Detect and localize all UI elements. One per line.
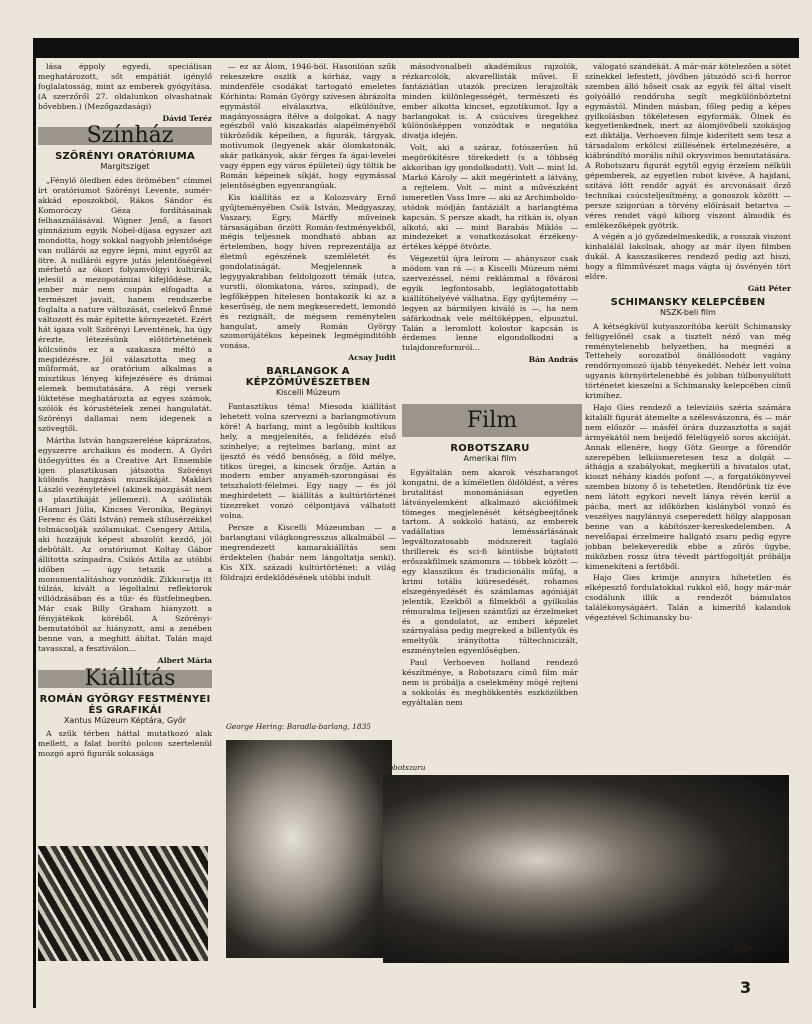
film-still-photo [383,775,789,963]
article-paragraph: Volt, aki a száraz, fotószerűen hű megörökítésre törekedett (s a többség akkoriban így gondolkodott). Volt — mint Id. Markó Károly — akit megérintett a látvány, a rejtelem. Volt — mint a művészként ismeretlen Vass Imre — aki az Archimboldo-utódok módján fantáziált a barlangtéma kapcsán. S persze akadt, ha ritkán is, olyan alkotó, aki — mint Barabás Miklós — mindezeket a vonatkozásokat érzékeny-értékes képpé ötvözte. [402,143,578,252]
article-paragraph: másodvonalbeli akadémikus rajzolók, rézkarcolók, akvarellisták művei. E fantáziátlan utazók precizen lerajzolták minden különlegességét, természeti és ember alkotta kincset, egzotikumot. Így a barlangokat is. A csúcsíves üregekhez különösképpen vonzódtak e negatóka divatja idején. [402,62,578,141]
author-signature: Gáti Péter [747,283,791,293]
article-paragraph: Hajo Gies rendező a televíziós széria számára kitalált figurát átemelte a szélesvászonra, és — már nem először — másfél órára duzzasztotta a saját ármyékától nem beijedő félelügyelő soros akcióját. Annak ellenére, hogy Götz George a főrendőr szerepében lelkiismeretesen tesz a dolgát — áthágja a szabályokat, megkerüli a hivatalos utat, kioszt néhány kiadós pofont —, a forgatókönyvvel szemben bizony ő is tehetetlen. Rendőrünk tíz éve nem látott egykori nevelt lánya révén kerül a pácba, mert az időközben kislányból vonzó és veszélyes nagylánnyá cseperedett hölgy alapposan benne van a kábítószer-kereskedelemben. A nevelőapai érzelmeire hallgató zsaru pedig egyre jobban belekeveredik ebbe a zűrös ügybe, miközben rossz útra tévedt pártfogoltját próbálja kimenekíteni a fertőből. [585,403,791,571]
section-heading-exhibition: Kiállítás [38,670,212,688]
article-paragraph: Hajo Gies krimije annyira hihetetlen és elképesztő fordulatokkal rukkol elő, hogy már-már csodálunk illik a rendezőt bámulatos találékonyságáért. Talán a kimerítő kalandok végeztével Schimansky bu- [585,573,791,623]
article-venue: NSZK-beli film [660,307,716,317]
photo-caption: Robotszaru [383,763,426,772]
painting-photo [38,846,208,961]
article-title: BARLANGOK A KÉPZŐMŰVÉSZETBEN [245,366,371,389]
article-title: ROMÁN GYÖRGY FESTMÉNYEI ÉS GRAFIKÁI [39,693,211,716]
column-4 [585,62,791,762]
article-paragraph: A kétségkívül kutyaszorítóba került Schimansky felügyelőnél csak a tisztelt néző van még reménytelenebb helyzetben, ha megnézi a Tettehely sorozatból önállósodott vagány rendőrnyomozó újabb tényekedét. Nehéz lett volna ugyanis környörtelenebbé és jobban túlbonyolított történetet kieszelni a Schimansky kelepcében című krimihez. [585,321,791,401]
film-section-box [402,404,582,438]
article-paragraph: A végén a jó győzedelmeskedik, a rosszak viszont kinhalálál lakolnak, ahogy az már ilyen filmben dukál. A kasszasikeres rendező pedig azt hiszi, hogy a filmművészet maga vágta új ösvényén tört előre. [585,232,791,282]
article-paragraph: Végezetül újra leírom — ahányszor csak módom van rá —: a Kiscelli Múzeum némi szervezéssel, némi reklámmal a fővárosi egyik legfontosabb, leglátogatottabb kiállítóhelyévé válhatna. Egy gyűjtemény — legyen az bármilyen kiváló is —, ha nem sáfárkodnak vele méltóképpen, elpusztul. Talán a leromlott kolostor kapcsán is érdemes lenne elgondolkodni a tulajdonreformról... [402,254,578,353]
section-heading-theatre: Színház [38,127,212,145]
article-paragraph: A szűk térben háttal mutatkozó alak mellett, a falat borító polcon szertelenül mozgó apró figurák sokasága [38,729,212,759]
article-paragraph: Paul Verhoeven holland rendező készítménye, a Robotszaru című film már nem is próbálja a cselekmény mögé rejteni a sokkolás és meghökkentés eszközökben egyáltalán nem [402,658,578,707]
article-venue: Xantus Múzeum Képtára, Győr [63,715,187,725]
article-paragraph: — ez az Álom, 1946-ból. Hasonlóan szűk rekeszekre oszlik a kórház, vagy a mindenféle csodákat tartogató emeletes Kórhinta: Román György szívesen ábrázolta egymástól elválasztva, elkülönítve, magányosságra ítélve a dolgokat. A nagy egészből való kiszakadás alapélményéből tükröződik képeiben, a figurák, tárgyak, motívumok (legyenek akár ólomkatonák, akár patkányok, akár férges fa ágai-levelei vagy éppen egy város épületei) úgy töltik be Román képeinek síkját, hogy egymással jelentőségben egyenrangúak. [220,62,396,190]
photo-caption-wrap [226,718,392,733]
article-venue: Amerikai film [463,454,517,463]
section-heading-film: Film [402,404,582,437]
column-3-film [402,443,578,763]
article-paragraph: válogató szándékát. A már-már kötelezően a sötét színekkel lefestett, jövőben játszódó sci-fi horror szemben álló hőseit csak az egyik fél által viselt golyóálló rendőruha segít megkülönböztetni egymástól. Minden másban, főleg pedig a képes gyilkolásban tökéletesen egyformák. Ölnek és kegyetlenkednek, mert az álomjövőbeli szokásjog ezt diktálja. Verhoeven filmje kiderített sem tesz a társadalom erkölcsi züllésének értelmezésére, a kiábrándító morális nihil okrysvimos bemutatására. A Robotszaru figurát egytől egyig érzelem nélküli gépemberek, az egyetlen robot kivéve. A hajdani, szitává lőtt rendőr agyát és arcvonásait őrző technikai csúcsteljesítmény, a gonoszok között — persze szigorúan a törvény előírásait betartva — véres rendet vágó kiborg viszont álmodik és emlékezőképek gyötrik. [585,62,791,230]
author-signature: Acsay Judit [348,353,396,363]
author-signature: Albert Mária [157,655,212,665]
article-paragraph: Fantasztikus téma! Miesoda kiállítást lehetett volna szervezni a barlangmotívum köré! A barlang, mint a legősibb kultikus hely, a megjelenítés, a felidézés első színhelye; a rejtelmes barlang, mint az ijesztő és védő bensőség, a föld mélye, titkos üregei, a kincsek őrzője. Aztán a modern ember anyaméh-szorongásai és tetszhalott-félelmei. Egy nagy — és jól meghirdetett — kiállítás a kultúrtörténet tizezreket vonzó célpontjává válhatott volna. [220,402,396,521]
author-signature: Bán András [528,355,578,365]
page-top-bar [33,38,799,58]
article-paragraph: Mártha István hangszerelése káprázatos, egyszerre archaikus és modern. A Győri ütőegyüttes és a Creative Art Ensemble igen plasztikusan játszotta Szörényi különös hangzású muzsikáját. Maklári László vezényletével (akinek mozgását nem a plasztikáját jellemezi). A szólisták (Hamari Júlia, Kincses Veronika, Begányi Ferenc és Gáti István) remek stílusérzékkel tolmácsolják szólamukat. Csengery Attila, aki hozzájuk képest abszolút kezdő, jól debütált. Az oratóriumot Koltay Gábor állította színpadra. Csikós Attila az utóbbi időben — úgy tetszik — a monumentalitáshoz vonzódik. Zikkuratja itt túlzás, kivált a légoltalmi reflektorok villódzásában és a tűz- és füstfelmegben. Már csak Billy Graham hiányzott a fényjátékok köréből. A Szörényi-bemutatóból az hiányzott, ami a zenében benne van, a meghitt áhítat. Talán majd tavasszal, a fesztiválon... [38,435,212,653]
column-1 [38,62,212,977]
article-title: SCHIMANSKY KELEPCÉBEN [610,296,766,308]
photo-caption: George Hering: Baradla-barlang, 1835 [226,722,371,731]
continue-arrows-icon: ▶▶ [734,937,751,956]
column-3 [402,62,578,427]
page-left-rule [33,38,36,1008]
article-title: ROBOTSZARU [450,443,530,454]
article-venue: Margitsziget [100,162,150,172]
article-paragraph: Kis kiállítás ez a Kolozsváry Ernő gyűjteményében Csók István, Medgyaszay, Vaszary, Egry, Márffy műveinek társaságában őrzött Román-festményekből, mégis teljesnek mondható abban az értelemben, hogy híven reprezentálja az életmű egészének szemléletét és gondolatiságát. Megjelennek a legygyakrabban feldolgozott témák (utca, vurstli, ólomkatona, város, színpad), de legfőképpen hitelesen bontakozik ki az a keserűség, de nem megkeseredett, lemondó és rezignált, de mégsem reménytelen hangulat, amely Román György szomorújátékos képeinek legméginditóbb vonása. [220,192,396,351]
article-paragraph: Egyáltalán nem akarok vészharangot kongatni, de a kíméletlen öldöklést, a véres brutalitást monomániásan egyetlen látványelemként alkalmazó akciófilmek tömeges megjelenését kétségbeejtőnek tartom. A sokkoló hatású, az emberek vadállatias leméssárlásának legváltozatosabb módszereit taglaló thrillerek és sci-fi köntösbe bújtatott erőszakfilmek számomra — többek között — egy klasszikus és tradicionális műfaj, a krimi totális kiüresedését, rohamos elszegényedését és számlamas agóniáját jelentik. Ezekből a filmekből a gyilkolás rémuralma teljesen számtűzi az érzelmeket és a gondolatot, az emberi képzelet szárnyalása pedig megreked a billentyűk és emeltyűk irányította túltechnicizált, eszménytelen egyenlőségben. [402,467,578,656]
article-paragraph: Persze a Kiscelli Múzeumban — a barlangtani világkongresszus alkalmából — megrendezett kamarakiállítás sem érdektelen (habár nem lángoltatja senki). Kis XIX. századi kultúrtörténet: a világ földrajzi érdeklődésének utóbbi indult [220,522,396,582]
article-paragraph: „Fénylő öledben édes örömében” címmel írt oratóriumot Szörényi Levente, sumér-akkád eposzokból, Rákos Sándor és Komoróczy Géza fordításainak felhasználásával. Wigner Jenő, a fasori gimnázium egyik Nobel-díjasa egyszer azt mondotta, hogy sokkal nagyobb jelentősége van nullárói az egyre lépni, mint egyről az ötre. A nullárói egyre jutás jelentőségével mérhető az ókori folyamvölgyi kultúrák, jelesül a mezopotámiai kifejlődése. Az ember már nem csupán elfogadta a természet javait, hanem rendszerbe foglalta a nature változását, cselekvő Ênmé változott és már építette környezetét. Ezért hát igaza volt Szörényi Leventének, ha úgy érezte, létezésünk előtörténetének kölcsönös ez a szakasza méltó a megidézésre. Jól választotta meg a műformát, az oratórium alkalmas a misztikus lényeg kifejezésére és drámai elemek bemutatására. A régi versek lüktetése meghatározta az egyes számok, szólók és kórustételek zenei hangulatát. Szörényi dallamai nem idegenek a szövegtől. [38,176,212,433]
article-title: SZÖRÉNYI ORATÓRIUMA [55,151,195,163]
column-2 [220,62,396,752]
film-photo-caption-wrap [383,763,583,772]
article-venue: Kiscelli Múzeum [275,388,341,398]
author-signature: Dávid Teréz [162,113,212,123]
cave-engraving-photo [226,740,392,958]
intro-text: lása éppoly egyedi, speciálisan meghatározott, sőt empátiát igénylő foglalatosság, mint az emberek gyógyítása. (A szerzőről 27. oldalunkon olvashatnak bővebben.) (Mezőgazdasági) [38,62,212,111]
page-number: 3 [740,978,752,997]
